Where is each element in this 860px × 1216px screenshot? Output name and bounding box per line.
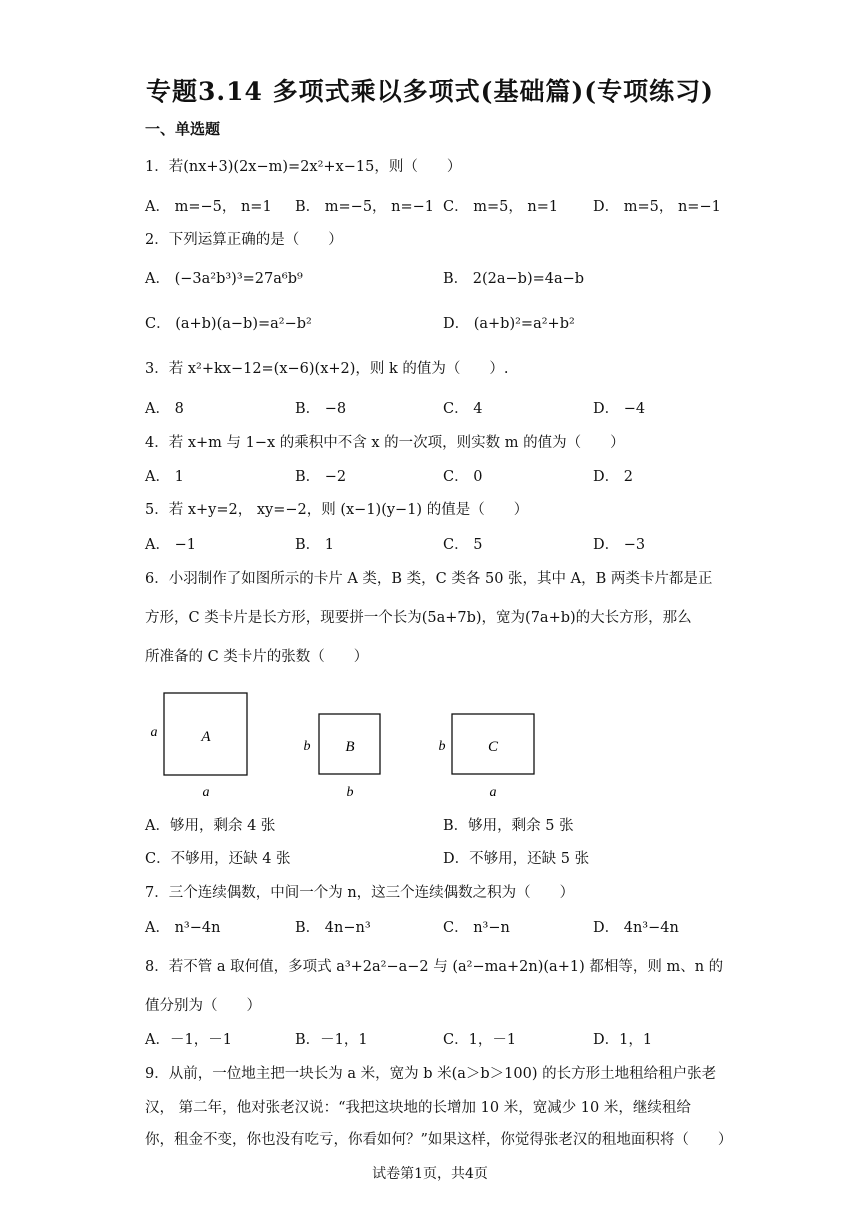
question-9-stem-line-2: 汉， 第二年，他对张老汉说：“我把这块地的长增加 10 米，宽减少 10 米，继续租给 [145, 1100, 691, 1116]
card-c-bottom: a [489, 785, 497, 800]
option-c[interactable]: C． n³−n [443, 920, 510, 936]
option-d[interactable]: D． 2 [593, 469, 633, 485]
question-2-options-row2 [145, 313, 745, 335]
question-4-options [145, 466, 745, 488]
question-6-options-row2 [145, 848, 745, 870]
question-5-options [145, 534, 745, 556]
option-b[interactable]: B． m=−5， n=−1 [295, 199, 435, 215]
option-d[interactable]: D．不够用，还缺 5 张 [443, 851, 590, 867]
question-7-stem: 7．三个连续偶数，中间一个为 n，这三个连续偶数之积为（ ） [145, 885, 575, 901]
option-d[interactable]: D． 4n³−4n [593, 920, 679, 936]
option-b[interactable]: B． 2(2a−b)=4a−b [443, 271, 585, 287]
question-3-options [145, 398, 745, 420]
question-9-stem-line-3: 你，租金不变，你也没有吃亏，你看如何？”如果这样，你觉得张老汉的租地面积将（ ） [145, 1132, 733, 1148]
card-c-label: C [487, 739, 499, 755]
option-b[interactable]: B． 4n−n³ [295, 920, 371, 936]
option-c[interactable]: C．1，－1 [443, 1032, 517, 1048]
question-8-stem-line-2: 值分别为（ ） [145, 998, 261, 1014]
card-a-bottom: a [202, 785, 210, 800]
card-b-label: B [345, 739, 355, 755]
question-2-options-row1 [145, 268, 745, 290]
option-d[interactable]: D．1，1 [593, 1032, 653, 1048]
option-b[interactable]: B．－1，1 [295, 1032, 368, 1048]
question-6-options-row1 [145, 815, 745, 837]
question-5-stem: 5．若 x+y=2， xy=−2，则 (x−1)(y−1) 的值是（ ） [145, 502, 529, 518]
option-c[interactable]: C． 4 [443, 401, 483, 417]
question-2-stem: 2．下列运算正确的是（ ） [145, 232, 343, 248]
page-title: 专题3.14 多项式乘以多项式(基础篇)(专项练习) [146, 77, 714, 106]
page-footer: 试卷第1页，共4页 [372, 1166, 488, 1182]
option-b[interactable]: B． −8 [295, 401, 347, 417]
question-8-options [145, 1029, 745, 1051]
section-heading: 一、单选题 [145, 120, 221, 138]
question-8-stem-line-1: 8．若不管 a 取何值，多项式 a³+2a²−a−2 与 (a²−ma+2n)(a+1) 都相等，则 m、n 的 [145, 959, 724, 975]
card-b [304, 714, 381, 800]
option-c[interactable]: C． (a+b)(a−b)=a²−b² [145, 316, 312, 332]
card-b-side: b [303, 739, 311, 754]
option-a[interactable]: A．－1，－1 [145, 1032, 232, 1048]
question-1-stem: 1．若(nx+3)(2x−m)=2x²+x−15，则（ ） [145, 159, 462, 175]
option-a[interactable]: A．够用，剩余 4 张 [145, 818, 276, 834]
option-c[interactable]: C． 0 [443, 469, 483, 485]
option-b[interactable]: B． 1 [295, 537, 334, 553]
option-c[interactable]: C． m=5， n=1 [443, 199, 559, 215]
card-a-side: a [150, 725, 158, 740]
option-a[interactable]: A． 8 [145, 401, 184, 417]
card-a-label: A [201, 729, 211, 745]
question-9-stem-line-1: 9．从前，一位地主把一块长为 a 米，宽为 b 米(a＞b＞100) 的长方形土地租给租户张老 [145, 1066, 717, 1082]
option-a[interactable]: A． −1 [145, 537, 196, 553]
option-c[interactable]: C．不够用，还缺 4 张 [145, 851, 291, 867]
option-b[interactable]: B．够用，剩余 5 张 [443, 818, 574, 834]
option-d[interactable]: D． m=5， n=−1 [593, 199, 721, 215]
option-b[interactable]: B． −2 [295, 469, 347, 485]
card-c [439, 714, 535, 800]
option-d[interactable]: D． (a+b)²=a²+b² [443, 316, 575, 332]
option-c[interactable]: C． 5 [443, 537, 483, 553]
question-7-options [145, 917, 745, 939]
card-c-side: b [438, 739, 446, 754]
card-a [151, 693, 248, 800]
option-d[interactable]: D． −4 [593, 401, 646, 417]
option-a[interactable]: A． n³−4n [145, 920, 221, 936]
question-3-stem: 3．若 x²+kx−12=(x−6)(x+2)，则 k 的值为（ ）. [145, 361, 509, 377]
option-d[interactable]: D． −3 [593, 537, 646, 553]
question-6-stem-line-1: 6．小羽制作了如图所示的卡片 A 类，B 类，C 类各 50 张，其中 A，B 两类卡片都是正 [145, 571, 713, 587]
question-1-options [145, 196, 745, 218]
card-figure [140, 684, 560, 804]
option-a[interactable]: A． 1 [145, 469, 184, 485]
question-6-stem-line-2: 方形，C 类卡片是长方形，现要拼一个长为(5a+7b)，宽为(7a+b)的大长方形，那么 [145, 610, 692, 626]
option-a[interactable]: A． m=−5， n=1 [145, 199, 272, 215]
question-6-stem-line-3: 所准备的 C 类卡片的张数（ ） [145, 649, 369, 665]
question-4-stem: 4．若 x+m 与 1−x 的乘积中不含 x 的一次项，则实数 m 的值为（ ） [145, 435, 625, 451]
option-a[interactable]: A． (−3a²b³)³=27a⁶b⁹ [145, 271, 303, 287]
card-b-bottom: b [346, 785, 354, 800]
